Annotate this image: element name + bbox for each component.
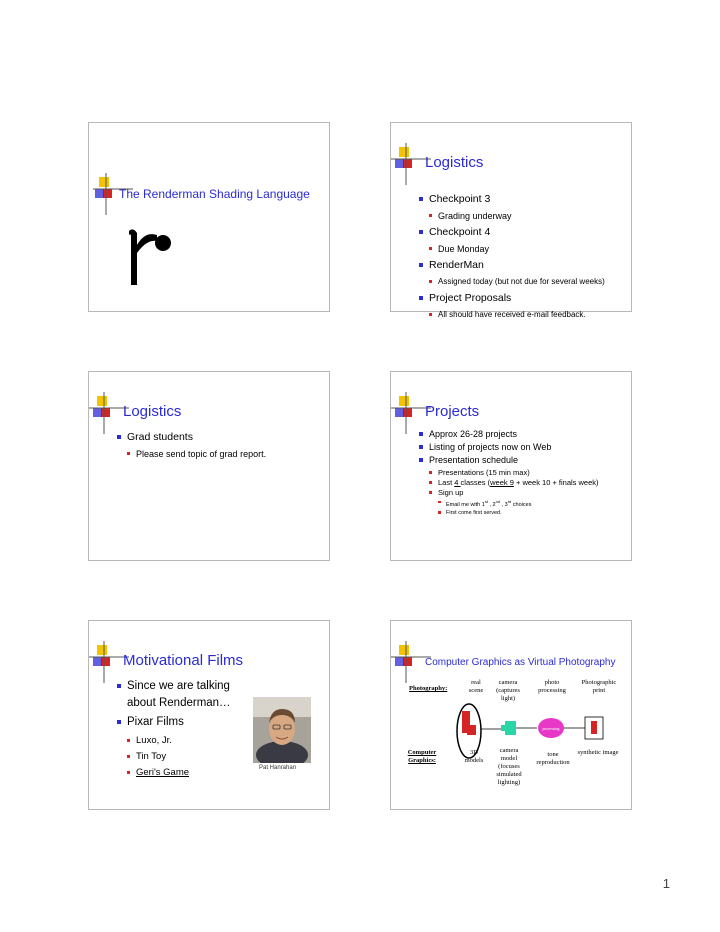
list-subitem: Assigned today (but not due for several weeks) — [429, 275, 627, 289]
list-item: Listing of projects now on Web — [419, 442, 627, 453]
list-subitem: Luxo, Jr. — [127, 733, 249, 749]
renderman-logo-icon — [123, 223, 173, 293]
list-subitem: Geri's Game — [127, 765, 249, 781]
bullet-list — [117, 678, 249, 783]
slide-4 — [390, 371, 632, 561]
bullet-list — [117, 430, 325, 463]
camera-lens — [501, 725, 506, 731]
list-subsubitem: First come first served. — [438, 509, 627, 517]
diagram-label: real scene — [468, 679, 484, 694]
list-subitem: Due Monday — [429, 242, 627, 256]
camera-shape — [505, 721, 516, 735]
list-item: Project Proposals All should have received e-mail feedback. — [419, 291, 627, 322]
diagram-label: tone reproduction — [536, 751, 570, 766]
list-subitem: Sign up Email me with 1st , 2nd , 3rd choices First come first served. — [429, 488, 627, 517]
list-item: Presentation schedule Presentations (15 min max) Last 4 classes (week 9 + week 10 + finals week) Sign up Email me with 1st , 2nd , 3rd choices First come first served. — [419, 455, 627, 517]
bullet-list — [419, 429, 627, 519]
bullet-list — [419, 192, 627, 324]
portrait-photo — [253, 697, 311, 763]
list-subitem: Grading underway — [429, 209, 627, 223]
slide-title: The Renderman Shading Language — [119, 187, 310, 201]
diagram-label: synthetic image — [577, 749, 619, 756]
diagram-label: 3D models — [464, 749, 484, 764]
list-item: Pixar Films Luxo, Jr. Tin Toy Geri's Game — [117, 714, 249, 781]
list-subitem: Tin Toy — [127, 749, 249, 765]
list-item: RenderMan Assigned today (but not due for several weeks) — [419, 258, 627, 289]
slide-title: Logistics — [425, 154, 484, 171]
list-item: Checkpoint 4 Due Monday — [419, 225, 627, 256]
diagram-label: camera model (focuses simulated lighting) — [496, 747, 522, 786]
diagram-label: camera (captures light) — [496, 679, 520, 702]
processing-label: processing — [542, 726, 560, 731]
list-item: Approx 26-28 projects — [419, 429, 627, 440]
diagram-label: photo processing — [538, 679, 566, 694]
list-item: Since we are talking about Renderman… — [117, 678, 249, 712]
slide-title: Computer Graphics as Virtual Photography — [425, 657, 616, 668]
list-subitem: Last 4 classes (week 9 + week 10 + finals week) — [429, 478, 627, 488]
photography-label: Photography: — [409, 685, 448, 692]
diagram-label: Photographic print — [581, 679, 617, 694]
list-item: Grad students Please send topic of grad report. — [117, 430, 325, 461]
list-subitem: All should have received e-mail feedback. — [429, 308, 627, 322]
slide-3 — [88, 371, 330, 561]
slide-1 — [88, 122, 330, 312]
page-number: 1 — [662, 876, 670, 891]
list-item: Checkpoint 3 Grading underway — [419, 192, 627, 223]
slide-title: Motivational Films — [123, 652, 244, 669]
cg-label: Computer Graphics: — [407, 749, 437, 764]
list-subitem: Please send topic of grad report. — [127, 447, 325, 461]
slide-title: Logistics — [123, 403, 182, 420]
print-object — [591, 721, 597, 734]
slide-6 — [390, 620, 632, 810]
slide-title: Projects — [425, 403, 480, 420]
photo-caption: Pat Hanrahan — [259, 765, 297, 771]
scene-object — [467, 725, 476, 735]
list-subsubitem: Email me with 1st , 2nd , 3rd choices — [438, 498, 627, 509]
slide-2 — [390, 122, 632, 319]
list-subitem: Presentations (15 min max) — [429, 468, 627, 478]
slide-5 — [88, 620, 330, 810]
